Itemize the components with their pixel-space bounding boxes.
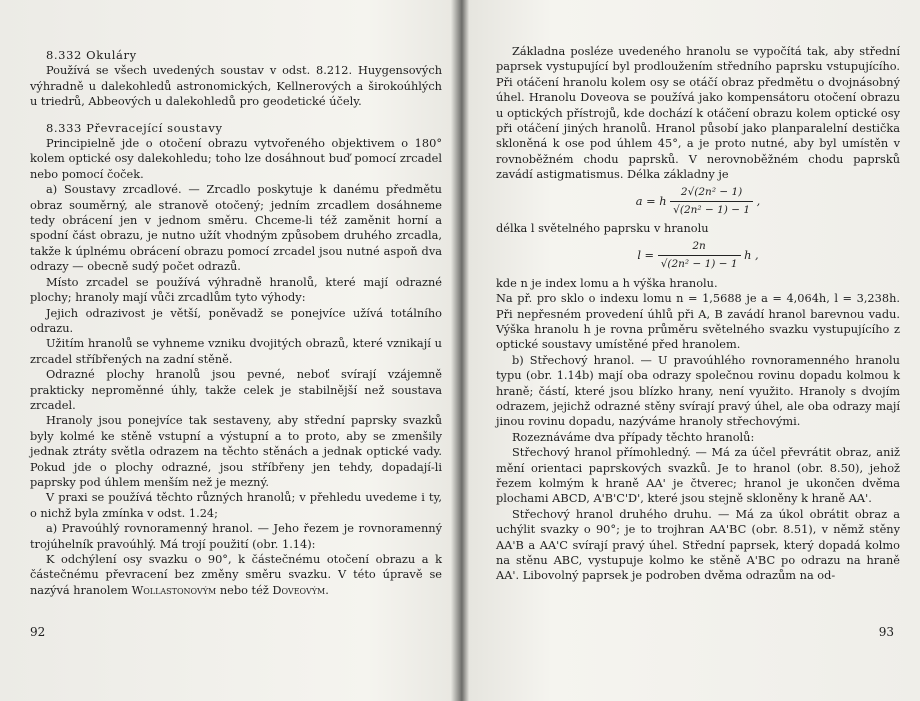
formula-numerator: 2n (658, 239, 741, 256)
paragraph: Jejich odrazivost je větší, poněvadž se ponejvíce užívá totálního odrazu. (30, 305, 442, 335)
page-number: 93 (878, 625, 894, 639)
paragraph: a) Pravoúhlý rovnoramenný hranol. — Jeho řezem je rovnoramenný trojúhelník pravoúhlý. Má trojí použití (obr. 1.14): (30, 521, 442, 551)
section-heading-inverting-systems: 8.333 Převracející soustavy (46, 120, 223, 135)
formula-denominator: √(2n² − 1) − 1 (673, 204, 751, 217)
paragraph (30, 552, 442, 598)
paragraph: Rozeznáváme dva případy těchto hranolů: (512, 429, 755, 444)
paragraph: a) Soustavy zrcadlové. — Zrcadlo poskytuje k danému předmětu obraz souměrný, ale stranově otočený; jedním zrcadlem dosáhneme tedy obrácení jen v jednom směru. Chceme-li též zaměnit horní a spodní část obrazu, je nutno užít vhodným způsobem druhého zrcadla, takže k úplnému obrácení obrazu pomocí zrcadel jsou nutné aspoň dva odrazy — obecně sudý počet odrazů. (30, 182, 442, 274)
formula-ray-length (496, 239, 900, 273)
formula-numerator: 2√(2n² − 1) (670, 185, 753, 202)
right-page (462, 0, 920, 701)
paragraph: Na př. pro sklo o indexu lomu n = 1,5688 je a = 4,064h, l = 3,238h. Při nepřesném provedení úhlů při A, B zavádí hranol barevnou vadu. Výška hranolu h je rovna průměru světelného svazku vystupujícího z optické soustavy umístěné před hranolem. (496, 291, 900, 352)
paragraph: délka l světelného paprsku v hranolu (496, 221, 709, 236)
paragraph: Střechový hranol druhého druhu. — Má za úkol obrátit obraz a uchýlit svazky o 90°; je to trojhran AA'BC (obr. 8.51), v němž stěny AA'B a AA'C svírají pravý úhel. Střední paprsek, který dopadá kolmo na stěnu ABC, vystupuje kolmo ke stěně A'BC po odrazu na hraně AA'. Libovolný paprsek je podroben dvěma odrazům na od- (496, 506, 900, 583)
formula-base-length (496, 185, 900, 219)
formula-lhs: a = h (635, 193, 667, 208)
paragraph-text: . (325, 582, 329, 597)
formula-lhs: l = (637, 247, 655, 262)
formula-tail: h , (744, 247, 759, 262)
right-page-text (496, 44, 900, 584)
paragraph: Odrazné plochy hranolů jsou pevné, neboť svírají vzájemně prakticky neproměnné úhly, takže celek je stabilnější než soustava zrcadel. (30, 367, 442, 412)
formula-denominator: √(2n² − 1) − 1 (660, 258, 738, 271)
paragraph: Užitím hranolů se vyhneme vzniku dvojitých obrazů, které vznikají u zrcadel stříbřených na zadní stěně. (30, 336, 442, 366)
paragraph: Hranoly jsou ponejvíce tak sestaveny, aby střední paprsky svazků byly kolmé ke stěně vstupní a výstupní a to proto, aby se zmenšily jednak ztráty světla odrazem na těchto stěnách a jednak optické vady. Pokud jde o plochy odrazné, jsou stříbřeny jen tehdy, dopadají-li paprsky pod úhlem menším než je mezný. (30, 413, 442, 489)
paragraph-text: nebo též (216, 582, 273, 597)
page-number: 92 (30, 625, 46, 639)
paragraph: Základna posléze uvedeného hranolu se vypočítá tak, aby střední paprsek vystupující byl prodloužením středního paprsku vstupujícího. Při otáčení hranolu kolem osy se otáčí obraz předmětu o dvojnásobný úhel. Hranolu Doveova se používá jako kompensátoru otočení obrazu u optických přístrojů, kde dochází k otáčení obrazu kolem optické osy při otáčení jiných hranolů. Hranol působí jako planparalelní destička skloněná k ose pod úhlem 45°, a je proto nutné, aby byl umístěn v rovnoběžném chodu paprsků. V nerovnoběžném chodu paprsků zavádí astigmatismus. Délka základny je (496, 44, 900, 182)
name-dove: Doveovým (272, 582, 326, 597)
paragraph: Střechový hranol přímohledný. — Má za účel převrátit obraz, aniž mění orientaci paprskových svazků. Je to hranol (obr. 8.50), jehož řezem kolmým k hraně AA' je čtverec; hranol je ukončen dvěma plochami ABCD, A'B'C'D', které jsou stejně skloněny k hraně AA'. (496, 445, 900, 506)
section-heading-eyepieces: 8.332 Okuláry (46, 48, 137, 62)
paragraph: Místo zrcadel se používá výhradně hranolů, které mají odrazné plochy; hranoly mají vůči zrcadlům tyto výhody: (30, 274, 442, 305)
paragraph: b) Střechový hranol. — U pravoúhlého rovnoramenného hranolu typu (obr. 1.14b) mají oba odrazy společnou rovinu dopadu kolmou k hraně; částí, které jsou blízko hrany, není využito. Hranoly s dvojím odrazem, jejichž odrazné stěny svírají pravý úhel, ale oba odrazy mají jinou rovinu dopadu, nazýváme hranoly střechovými. (496, 352, 900, 429)
left-page-text (30, 48, 442, 598)
paragraph: kde n je index lomu a h výška hranolu. (496, 275, 718, 290)
name-wollaston: Wollastonovým (131, 582, 217, 597)
paragraph: Používá se všech uvedených soustav v odst. 8.212. Huygensových výhradně u dalekohledů astronomických, Kellnerových a širokoúhlých u triedrů, Abbeových u dalekohledů pro geodetické účely. (30, 63, 442, 109)
formula-fraction (658, 239, 741, 273)
section-gap (30, 110, 442, 121)
formula-tail: , (756, 193, 761, 208)
paragraph-text: K odchýlení osy svazku o 90°, k částečnému otočení obrazu a k částečnému převracení bez změny směru svazku. V této úpravě se nazývá hranolem (30, 552, 442, 597)
paragraph: V praxi se používá těchto různých hranolů; v přehledu uvedeme i ty, o nichž byla zmínka v odst. 1.24; (30, 490, 442, 520)
formula-fraction (670, 185, 753, 219)
paragraph: Principielně jde o otočení obrazu vytvořeného objektivem o 180° kolem optické osy dalekohledu; toho lze dosáhnout buď pomocí zrcadel nebo pomocí čoček. (30, 136, 442, 181)
